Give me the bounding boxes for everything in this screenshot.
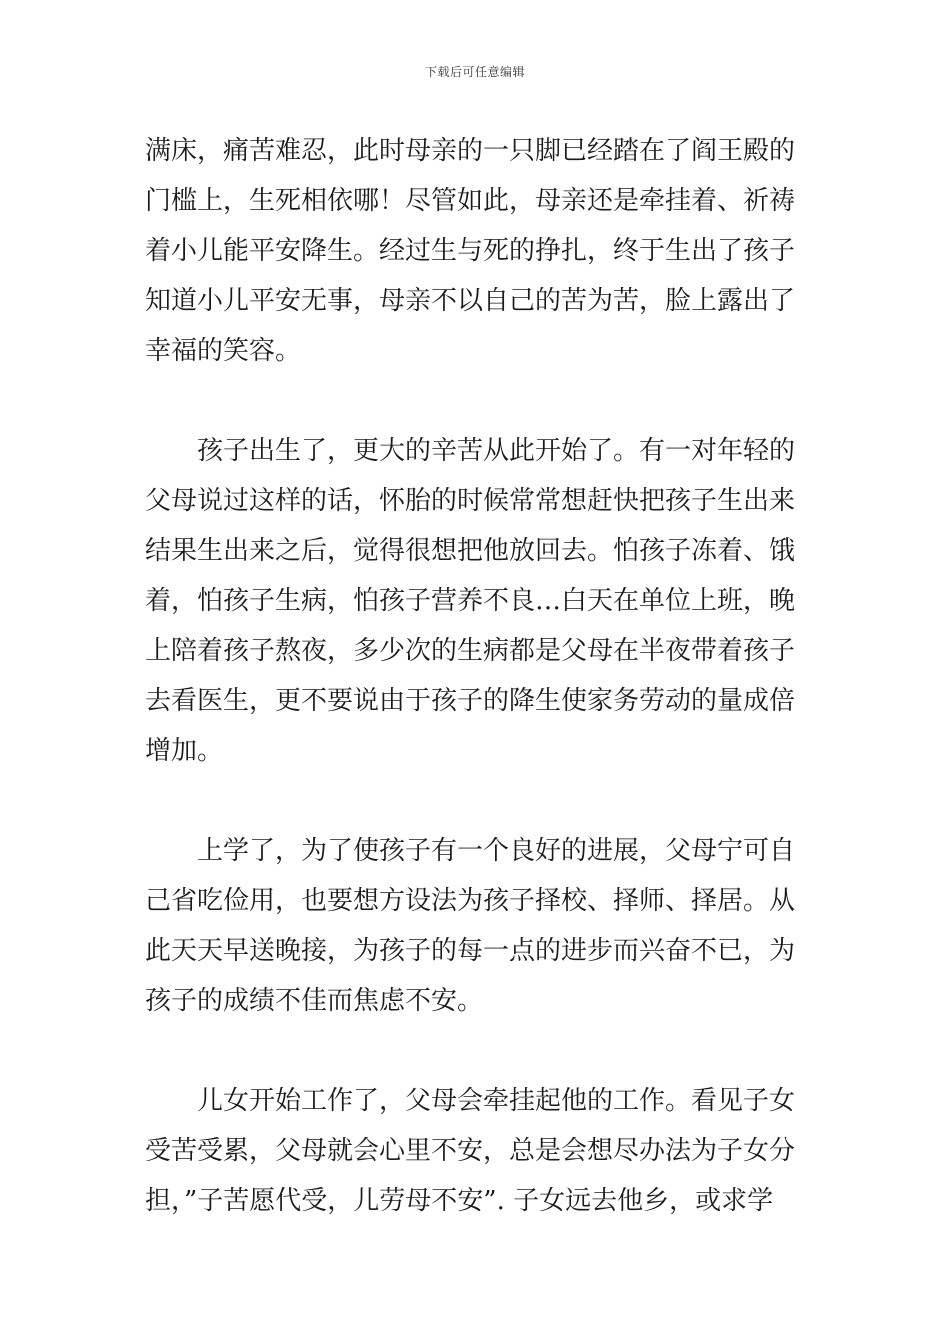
page-header: 下载后可任意编辑	[424, 65, 525, 79]
paragraph-gap	[145, 376, 807, 426]
paragraph-gap	[145, 776, 807, 826]
paragraph-1	[145, 126, 807, 376]
text-line: 门槛上，生死相依哪！尽管如此，母亲还是牵挂着、祈祷	[145, 186, 796, 216]
paragraph-4	[145, 1076, 807, 1226]
document-body	[145, 126, 807, 1226]
text-line: 满床，痛苦难忍，此时母亲的一只脚已经踏在了阎王殿的	[145, 136, 796, 166]
text-line: 结果生出来之后，觉得很想把他放回去。怕孩子冻着、饿	[145, 536, 796, 566]
paragraph-3	[145, 826, 807, 1026]
text-line: 增加。	[145, 736, 224, 766]
text-line: 此天天早送晚接，为孩子的每一点的进步而兴奋不已，为	[145, 936, 796, 966]
text-line: 孩子出生了，更大的辛苦从此开始了。有一对年轻的	[197, 436, 796, 466]
text-line: 幸福的笑容。	[145, 336, 302, 366]
text-line: 上陪着孩子熬夜，多少次的生病都是父母在半夜带着孩子	[145, 636, 796, 666]
text-line: 己省吃俭用，也要想方设法为孩子择校、择师、择居。从	[145, 886, 796, 916]
text-line: 孩子的成绩不佳而焦虑不安。	[145, 986, 484, 1016]
paragraph-gap	[145, 1026, 807, 1076]
text-line: 担，”子苦愿代受，儿劳母不安”. 子女远去他乡，或求学	[145, 1186, 774, 1216]
text-line: 父母说过这样的话，怀胎的时候常常想赶快把孩子生出来	[145, 486, 796, 516]
text-line: 着，怕孩子生病，怕孩子营养不良…白天在单位上班，晚	[145, 586, 796, 616]
text-line: 知道小儿平安无事，母亲不以自己的苦为苦，脸上露出了	[145, 286, 796, 316]
text-line: 上学了，为了使孩子有一个良好的进展，父母宁可自	[197, 836, 796, 866]
text-line: 受苦受累，父母就会心里不安，总是会想尽办法为子女分	[145, 1136, 796, 1166]
text-line: 儿女开始工作了，父母会牵挂起他的工作。看见子女	[197, 1086, 796, 1116]
text-line: 去看医生，更不要说由于孩子的降生使家务劳动的量成倍	[145, 686, 796, 716]
paragraph-2	[145, 426, 807, 776]
text-line: 着小儿能平安降生。经过生与死的挣扎，终于生出了孩子	[145, 236, 796, 266]
